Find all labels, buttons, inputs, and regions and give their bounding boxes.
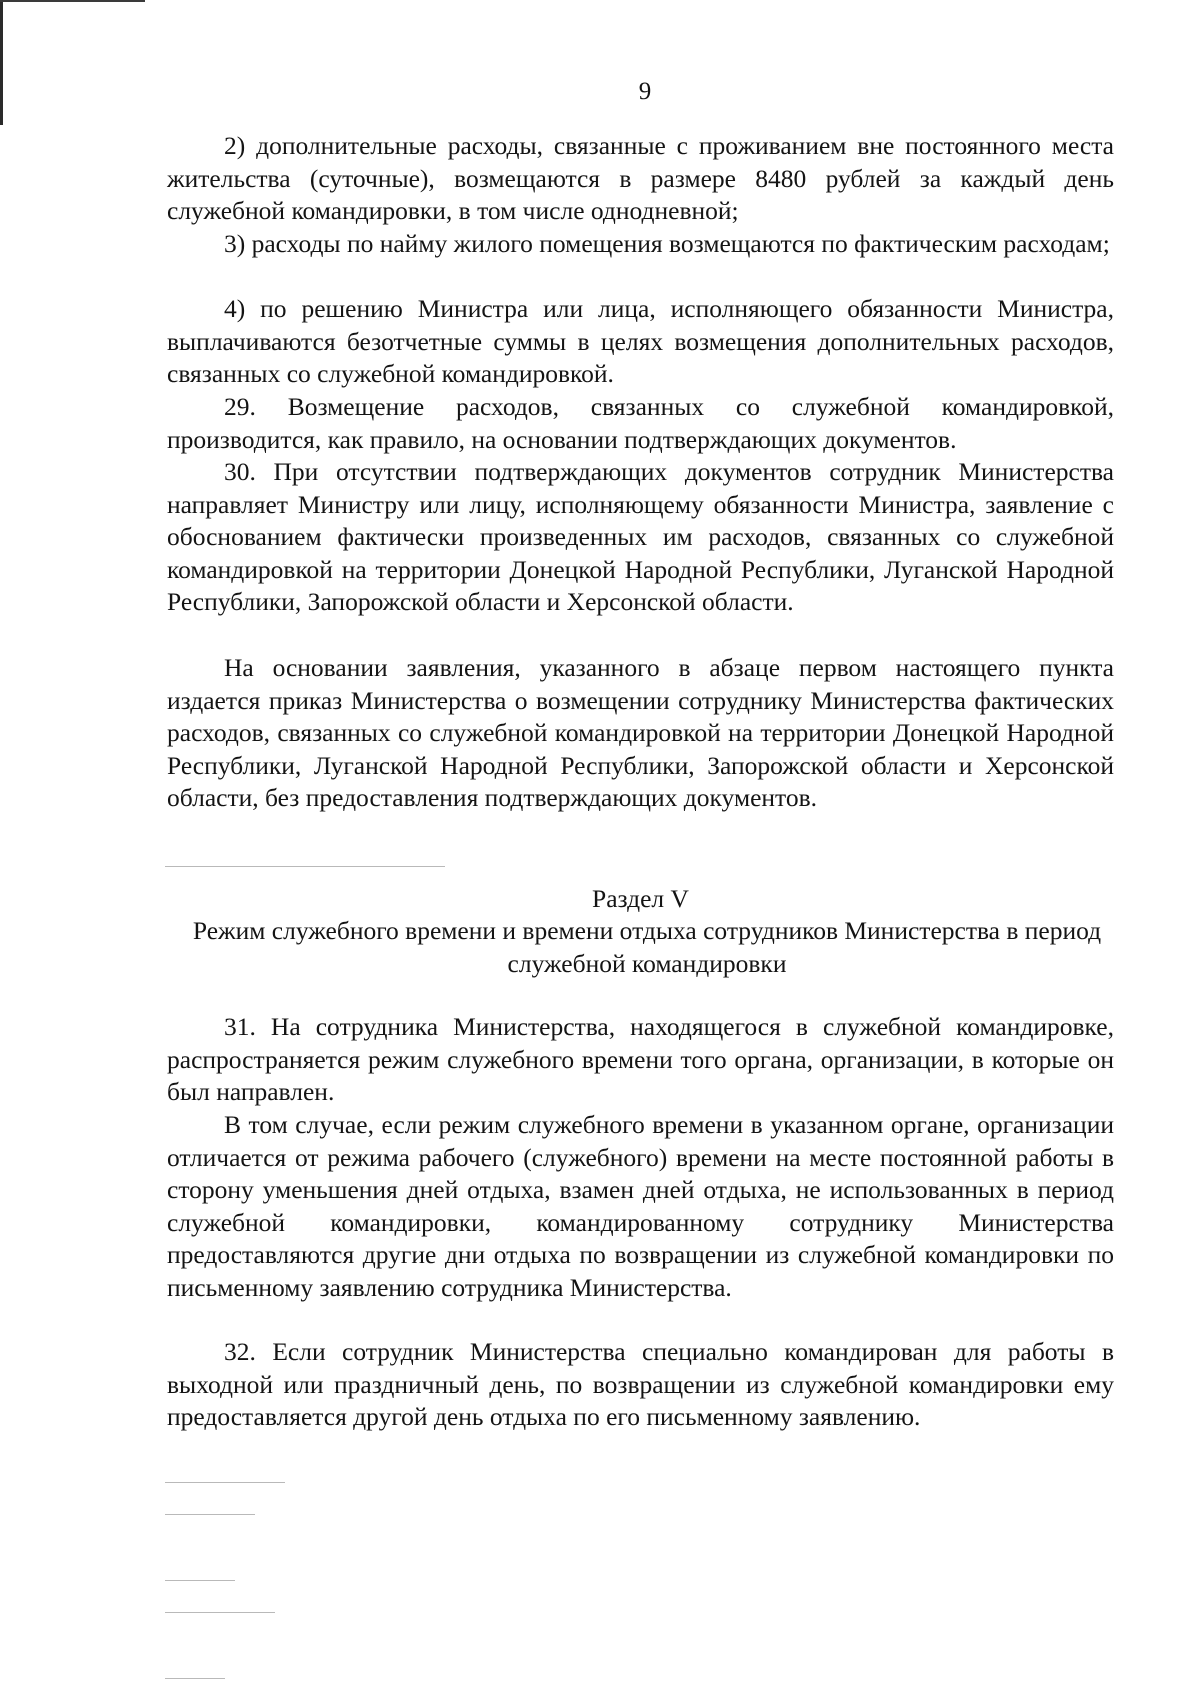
- paragraph-28-4: 4) по решению Министра или лица, исполняющего обязанности Министра, выплачиваются безотчетные суммы в целях возмещения дополнительных расходов, связанных со служебной командировкой.: [167, 294, 1114, 389]
- scan-noise: [165, 1482, 285, 1483]
- paragraph-28-2: 2) дополнительные расходы, связанные с проживанием вне постоянного места жительства (суточные), возмещаются в размере 8480 рублей за каждый день служебной командировки, в том числе однодневной;: [167, 131, 1114, 226]
- paragraph-32: 32. Если сотрудник Министерства специально командирован для работы в выходной или праздничный день, по возвращении из служебной командировки ему предоставляется другой день отдыха по его письменному заявлению.: [167, 1337, 1114, 1432]
- paragraph-29: 29. Возмещение расходов, связанных со служебной командировкой, производится, как правило, на основании подтверждающих документов.: [167, 392, 1114, 454]
- scan-noise: [165, 866, 445, 867]
- scan-noise: [165, 1678, 225, 1679]
- paragraph-30-part-2: На основании заявления, указанного в абзаце первом настоящего пункта издается приказ Министерства о возмещении сотруднику Министерства фактических расходов, связанных со служебной командировкой на территории Донецкой Народной Республики, Луганской Народной Республики, Запорожской области и Херсонской области, без предоставления подтверждающих документов.: [167, 653, 1114, 813]
- section-label: Раздел V: [592, 884, 689, 913]
- paragraph-30: 30. При отсутствии подтверждающих документов сотрудник Министерства направляет Министру или лицу, исполняющему обязанности Министра, заявление с обоснованием фактически произведенных им расходов, связанных со служебной командировкой на территории Донецкой Народной Республики, Луганской Народной Республики, Запорожской области и Херсонской области.: [167, 457, 1114, 617]
- section-title: Режим служебного времени и времени отдыха сотрудников Министерства в период служебной командировки: [192, 916, 1102, 978]
- paragraph-28-3: 3) расходы по найму жилого помещения возмещаются по фактическим расходам;: [224, 229, 1110, 258]
- scan-noise: [165, 1612, 275, 1613]
- scan-noise: [165, 1514, 255, 1515]
- paragraph-31: 31. На сотрудника Министерства, находящегося в служебной командировке, распространяется режим служебного времени того органа, организации, в которые он был направлен.: [167, 1012, 1114, 1107]
- scan-noise: [165, 1580, 235, 1581]
- page-number: 9: [638, 78, 652, 105]
- scan-border-top: [0, 0, 145, 2]
- paragraph-31-part-2: В том случае, если режим служебного времени в указанном органе, организации отличается от режима рабочего (служебного) времени на месте постоянной работы в сторону уменьшения дней отдыха, взамен дней отдыха, не использованных в период служебной командировки, командированному сотруднику Министерства предоставляются другие дни отдыха по возвращении из служебной командировки по письменному заявлению сотрудника Министерства.: [167, 1110, 1114, 1302]
